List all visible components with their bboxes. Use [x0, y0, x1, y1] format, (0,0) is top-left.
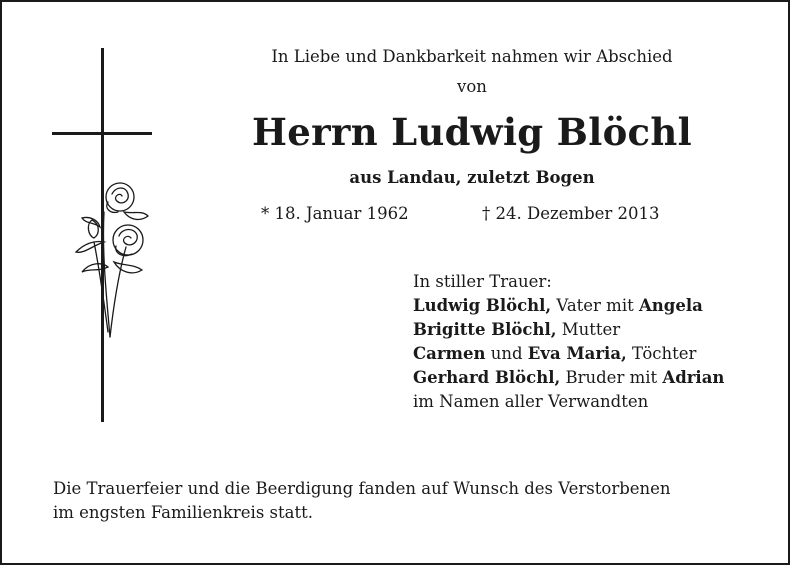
mourner-name: Gerhard Blöchl, [413, 368, 561, 387]
footer-text [53, 477, 763, 525]
mourner-relation: Töchter [626, 344, 697, 363]
origin-text: aus Landau, zuletzt Bogen [349, 168, 595, 187]
mourner-name: Angela [638, 296, 703, 315]
mourner-line [413, 318, 724, 342]
mourner-relation: Bruder mit [560, 368, 663, 387]
footer-line: im engsten Familienkreis statt. [53, 503, 313, 522]
mourners-closing: im Namen aller Verwandten [413, 392, 649, 411]
mourner-name: Adrian [662, 368, 725, 387]
mourner-name: Carmen [413, 344, 486, 363]
mourner-name: Ludwig Blöchl, [413, 296, 552, 315]
mourner-relation: und [485, 344, 528, 363]
rose-icon [64, 172, 154, 342]
mourner-line [413, 294, 724, 318]
birth-date: * 18. Januar 1962 [261, 204, 409, 223]
von-text: von [457, 77, 487, 96]
intro-text: In Liebe und Dankbarkeit nahmen wir Abschied [271, 47, 673, 66]
mourners-heading: In stiller Trauer: [413, 272, 552, 291]
mourner-name: Eva Maria, [527, 344, 627, 363]
deceased-name: Herrn Ludwig Blöchl [252, 110, 692, 154]
mourner-relation: Vater mit [551, 296, 639, 315]
mourners-block [413, 270, 724, 414]
mourner-relation: Mutter [556, 320, 621, 339]
footer-line: Die Trauerfeier und die Beerdigung fanden auf Wunsch des Verstorbenen [53, 479, 671, 498]
mourner-line [413, 366, 724, 390]
mourner-line [413, 342, 724, 366]
death-date: † 24. Dezember 2013 [482, 204, 660, 223]
cross-icon-bar [52, 132, 152, 135]
mourner-name: Brigitte Blöchl, [413, 320, 557, 339]
